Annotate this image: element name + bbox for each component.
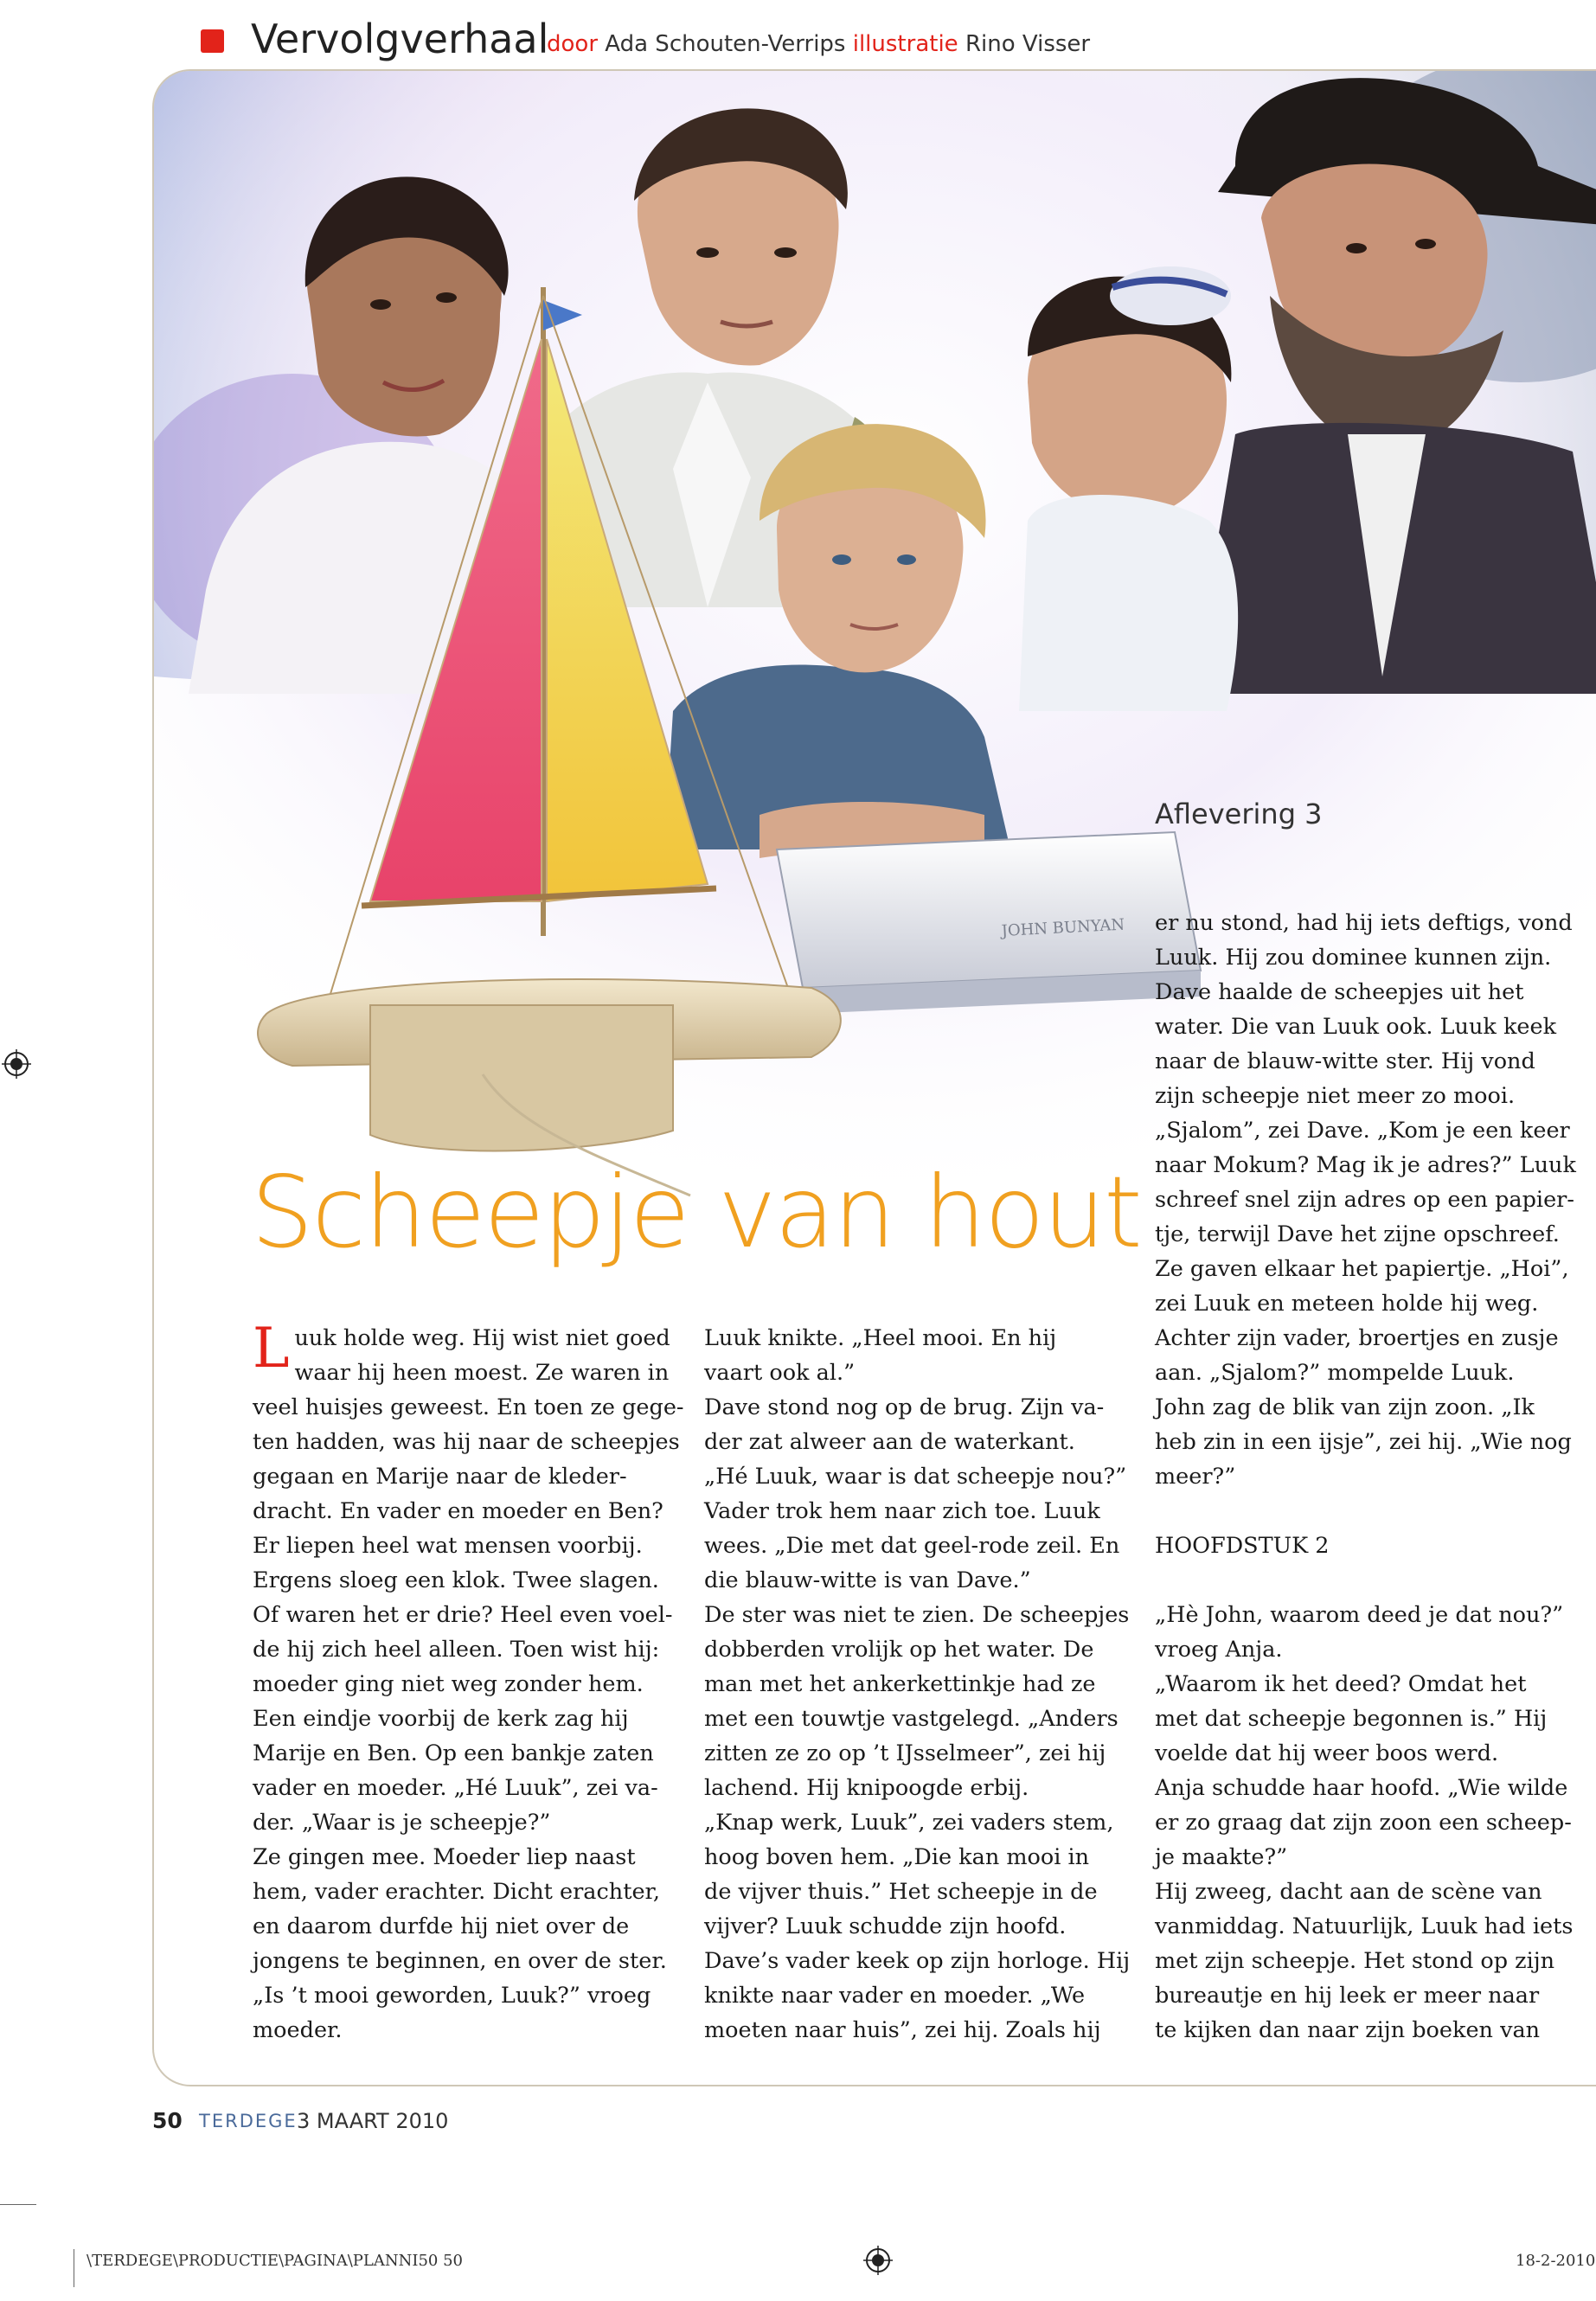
text-line: moeder. [253,2017,343,2043]
registration-mark-icon [863,2246,893,2275]
credits-author: Ada Schouten-Verrips [605,31,846,57]
episode-label: Aflevering 3 [1155,798,1323,830]
text-line: je maakte?” [1155,1844,1288,1870]
drop-cap: L [253,1317,290,1381]
text-line: jongens te beginnen, en over de ster. [253,1948,667,1974]
text-line: moeder ging niet weg zonder hem. [253,1671,644,1697]
text-line: hem, vader erachter. Dicht erachter, [253,1879,661,1905]
text-line: en daarom durfde hij niet over de [253,1913,630,1939]
text-line: „Hé Luuk, waar is dat scheepje nou?” [704,1464,1127,1490]
text-line: Dave stond nog op de brug. Zijn va- [704,1394,1105,1420]
text-line: waar hij heen moest. Ze waren in [294,1360,670,1386]
text-line: dobberden vrolijk op het water. De [704,1637,1094,1663]
book-spine-text: JOHN BUNYAN [1001,915,1125,940]
text-line: er nu stond, had hij iets deftigs, vond [1155,910,1573,936]
page-number: 50 [152,2108,183,2133]
text-line: lachend. Hij knipoogde erbij. [704,1775,1029,1801]
text-line: vader en moeder. „Hé Luuk”, zei va- [253,1775,658,1801]
text-line: der. „Waar is je scheepje?” [253,1810,551,1836]
credits-line [547,31,1090,57]
text-line: Marije en Ben. Op een bankje zaten [253,1740,654,1766]
text-line: naar Mokum? Mag ik je adres?” Luuk [1155,1152,1576,1178]
text-line: met zijn scheepje. Het stond op zijn [1155,1948,1555,1974]
credits-illustration-label: illustratie [852,31,958,57]
text-line: Vader trok hem naar zich toe. Luuk [704,1498,1100,1524]
text-line: Dave’s vader keek op zijn horloge. Hij [704,1948,1131,1974]
text-line: ten hadden, was hij naar de scheepjes [253,1429,680,1455]
text-line: knikte naar vader en moeder. „We [704,1983,1086,2009]
text-line: John zag de blik van zijn zoon. „Ik [1155,1394,1535,1420]
text-line: Luuk knikte. „Heel mooi. En hij [704,1325,1057,1351]
text-line: „Waarom ik het deed? Omdat het [1155,1671,1527,1697]
text-line: vanmiddag. Natuurlijk, Luuk had iets [1155,1913,1574,1939]
text-line: Ze gaven elkaar het papiertje. „Hoi”, [1155,1256,1569,1282]
text-line: met dat scheepje begonnen is.” Hij [1155,1706,1548,1732]
text-line: „Sjalom”, zei Dave. „Kom je een keer [1155,1118,1570,1144]
text-line: met een touwtje vastgelegd. „Anders [704,1706,1118,1732]
text-line: zijn scheepje niet meer zo mooi. [1155,1083,1516,1109]
text-line: aan. „Sjalom?” mompelde Luuk. [1155,1360,1515,1386]
text-line: meer?” [1155,1464,1236,1490]
text-line: bureautje en hij leek er meer naar [1155,1983,1540,2009]
text-column-3 [1155,906,1587,2048]
credits-by-label: door [547,31,599,57]
text-line: Luuk. Hij zou dominee kunnen zijn. [1155,945,1552,971]
text-line: te kijken dan naar zijn boeken van [1155,2017,1541,2043]
text-line: heb zin in een ijsje”, zei hij. „Wie nog [1155,1429,1572,1455]
text-line: water. Die van Luuk ook. Luuk keek [1155,1014,1557,1040]
issue-date: 3 MAART 2010 [297,2109,449,2133]
text-line: Achter zijn vader, broertjes en zusje [1155,1325,1559,1351]
text-line: er zo graag dat zijn zoon een scheep- [1155,1810,1572,1836]
section-bullet [201,29,224,53]
text-line: Of waren het er drie? Heel even voel- [253,1602,673,1628]
text-line: vijver? Luuk schudde zijn hoofd. [704,1913,1067,1939]
text-line: uuk holde weg. Hij wist niet goed [294,1325,670,1351]
text-line: man met het ankerkettinkje had ze [704,1671,1096,1697]
text-line: wees. „Die met dat geel-rode zeil. En [704,1533,1120,1559]
text-line: Ergens sloeg een klok. Twee slagen. [253,1567,659,1593]
text-line: vroeg Anja. [1155,1637,1283,1663]
text-line: moeten naar huis”, zei hij. Zoals hij [704,2017,1101,2043]
text-line: hoog boven hem. „Die kan mooi in [704,1844,1090,1870]
text-line: voelde dat hij weer boos werd. [1155,1740,1499,1766]
print-slug-date: 18-2-2010 [1516,2252,1596,2270]
print-slug-path: \TERDEGE\PRODUCTIE\PAGINA\PLANNI50 50 [87,2252,463,2270]
text-line: Een eindje voorbij de kerk zag hij [253,1706,629,1732]
text-line: schreef snel zijn adres op een papier- [1155,1187,1574,1213]
text-line: Ze gingen mee. Moeder liep naast [253,1844,636,1870]
text-line: tje, terwijl Dave het zijne opschreef. [1155,1221,1560,1247]
text-column-1 [253,1317,685,2048]
text-line: de hij zich heel alleen. Toen wist hij: [253,1637,660,1663]
section-label: Vervolgverhaal [251,16,549,62]
text-line: de vijver thuis.” Het scheepje in de [704,1879,1098,1905]
chapter-heading: HOOFDSTUK 2 [1155,1533,1330,1559]
text-line: Er liepen heel wat mensen voorbij. [253,1533,643,1559]
registration-mark-icon [2,1049,31,1079]
text-line: dracht. En vader en moeder en Ben? [253,1498,663,1524]
text-line: Hij zweeg, dacht aan de scène van [1155,1879,1542,1905]
text-line: die blauw-witte is van Dave.” [704,1567,1031,1593]
text-line: der zat alweer aan de waterkant. [704,1429,1075,1455]
text-line: naar de blauw-witte ster. Hij vond [1155,1048,1535,1074]
crop-mark [0,2204,36,2205]
text-line: veel huisjes geweest. En toen ze gege- [253,1394,684,1420]
magazine-name: TERDEGE [199,2111,298,2131]
text-line: gegaan en Marije naar de kleder- [253,1464,627,1490]
text-line: zitten ze zo op ’t IJsselmeer”, zei hij [704,1740,1106,1766]
text-line: Dave haalde de scheepjes uit het [1155,979,1524,1005]
text-line: De ster was niet te zien. De scheepjes [704,1602,1130,1628]
credits-illustrator: Rino Visser [965,31,1091,57]
text-line: „Knap werk, Luuk”, zei vaders stem, [704,1810,1114,1836]
article-title: Scheepje van hout [251,1155,1141,1270]
text-line: zei Luuk en meteen holde hij weg. [1155,1291,1539,1317]
text-line: vaart ook al.” [704,1360,856,1386]
text-line: „Hè John, waarom deed je dat nou?” [1155,1602,1564,1628]
text-line: Anja schudde haar hoofd. „Wie wilde [1155,1775,1568,1801]
text-line: „Is ’t mooi geworden, Luuk?” vroeg [253,1983,651,2009]
text-column-2 [704,1321,1137,2048]
